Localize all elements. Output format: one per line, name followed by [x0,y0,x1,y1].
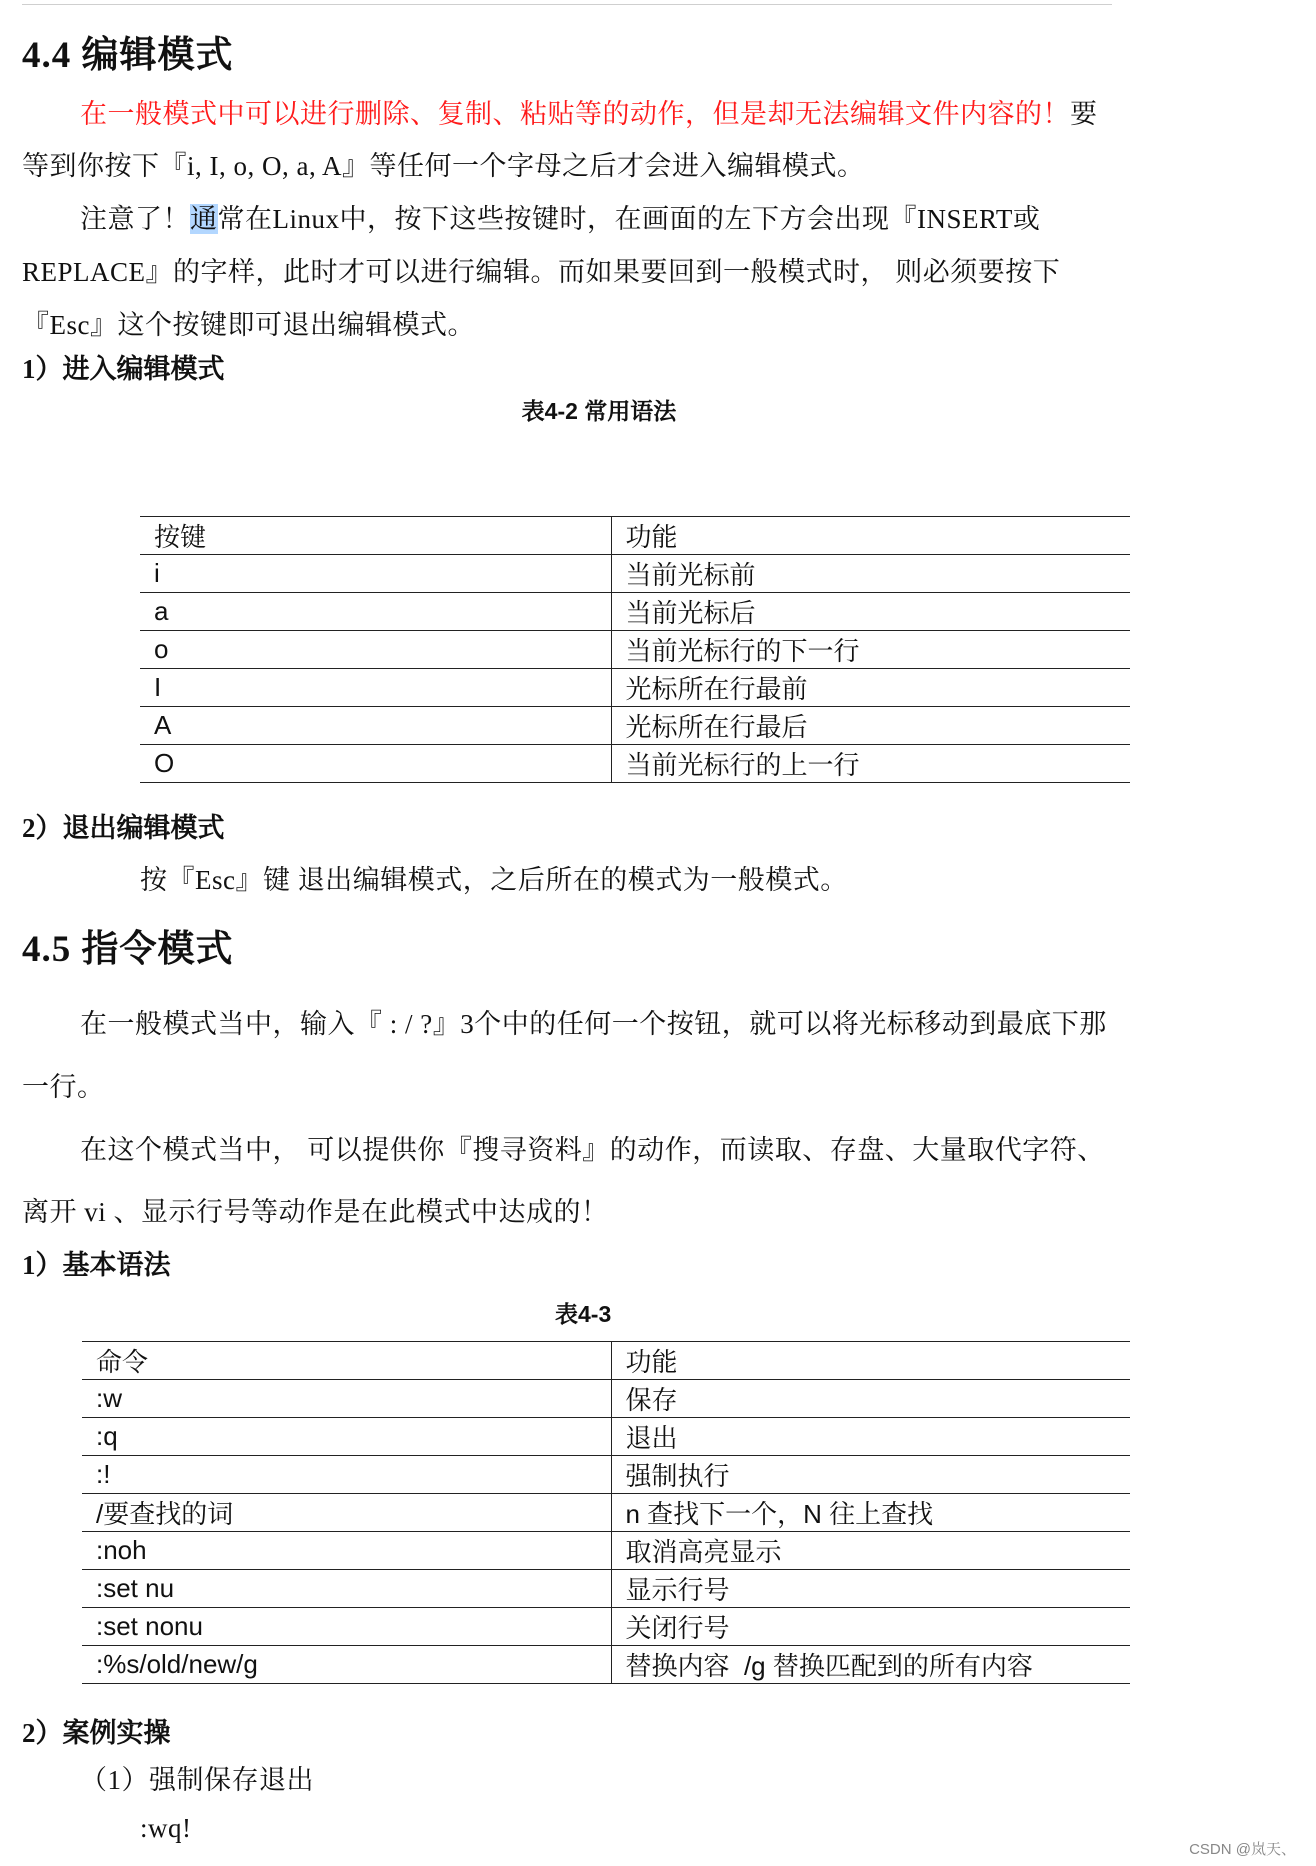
subheading-exit-edit-mode: 2）退出编辑模式 [22,813,225,843]
table-cell-function: 替换内容 /g 替换匹配到的所有内容 [611,1646,1130,1684]
table-row [82,1646,1130,1684]
table-row [82,1532,1130,1570]
table-row [140,707,1130,745]
case-command: :wq! [140,1813,192,1843]
text-selection[interactable]: 通 [190,204,218,234]
paragraph-edit-mode-intro-line1 [80,92,1098,131]
table-row [140,555,1130,593]
table-row [82,1380,1130,1418]
paragraph-edit-mode-intro-line2: 等到你按下『i, I, o, O, a, A』等任何一个字母之后才会进入编辑模式。 [22,151,865,181]
paragraph-notice-line3: 『Esc』这个按键即可退出编辑模式。 [22,310,475,340]
table-header-cell: 功能 [611,517,1130,555]
table-row [82,1494,1130,1532]
caption-text: 表4-2 常用语法 [521,398,677,424]
table-cell-function: 显示行号 [611,1570,1130,1608]
table-cell-command: :%s/old/new/g [82,1646,611,1684]
section-heading-4-5: 4.5 指令模式 [22,929,234,970]
table-cell-function: 光标所在行最后 [611,707,1130,745]
table-cell-key: I [140,669,611,707]
table-cell-function: 退出 [611,1418,1130,1456]
paragraph-command-mode-line3: 在这个模式当中， 可以提供你『搜寻资料』的动作，而读取、存盘、大量取代字符、 [80,1135,1105,1165]
table-row [140,593,1130,631]
table-cell-function: 当前光标前 [611,555,1130,593]
table-cell-function: 当前光标行的下一行 [611,631,1130,669]
table-cell-command: :q [82,1418,611,1456]
table-cell-function: 强制执行 [611,1456,1130,1494]
highlight-red-text: 在一般模式中可以进行删除、复制、粘贴等的动作，但是却无法编辑文件内容的！ [80,99,1070,129]
table-header-row [140,517,1130,555]
table-cell-function: 保存 [611,1380,1130,1418]
table-cell-key: o [140,631,611,669]
csdn-watermark: CSDN @岚天、 [1189,1841,1296,1858]
table-cell-function: n 查找下一个，N 往上查找 [611,1494,1130,1532]
table-row [82,1456,1130,1494]
table-row [140,631,1130,669]
table-caption-4-2 [0,393,1316,426]
paragraph-notice-line1 [80,197,1040,236]
section-heading-4-4: 4.4 编辑模式 [22,35,234,76]
table-cell-key: i [140,555,611,593]
table-cell-function: 关闭行号 [611,1608,1130,1646]
table-cell-function: 当前光标行的上一行 [611,745,1130,783]
table-header-cell: 功能 [611,1342,1130,1380]
table-cell-command: :noh [82,1532,611,1570]
paragraph-command-mode-line4: 离开 vi 、显示行号等动作是在此模式中达成的！ [22,1197,609,1227]
table-header-row [82,1342,1130,1380]
text-fragment: 要 [1070,99,1098,129]
table-cell-command: :w [82,1380,611,1418]
table-4-2 [140,516,1130,783]
subheading-enter-edit-mode: 1）进入编辑模式 [22,354,225,384]
table-cell-command: :set nonu [82,1608,611,1646]
text-fragment: 常在Linux中，按下这些按键时，在画面的左下方会出现『INSERT或 [217,204,1041,234]
paragraph-command-mode-line2: 一行。 [22,1072,105,1102]
table-cell-command: :! [82,1456,611,1494]
table-4-3 [82,1341,1130,1684]
table-header-cell: 命令 [82,1342,611,1380]
subheading-basic-syntax: 1）基本语法 [22,1250,171,1280]
table-row [140,669,1130,707]
table-cell-key: O [140,745,611,783]
paragraph-notice-line2: REPLACE』的字样，此时才可以进行编辑。而如果要回到一般模式时， 则必须要按下 [22,257,1061,287]
table-row [82,1608,1130,1646]
table-cell-key: A [140,707,611,745]
table-cell-command: /要查找的词 [82,1494,611,1532]
table-cell-function: 当前光标后 [611,593,1130,631]
table-header-cell: 按键 [140,517,611,555]
table-row [82,1570,1130,1608]
table-cell-function: 光标所在行最前 [611,669,1130,707]
text-fragment: 注意了！ [80,204,190,234]
table-row [140,745,1130,783]
paragraph-exit-edit-mode: 按『Esc』键 退出编辑模式，之后所在的模式为一般模式。 [140,865,848,895]
table-cell-key: a [140,593,611,631]
paragraph-command-mode-line1: 在一般模式当中，输入『 : / ?』3个中的任何一个按钮，就可以将光标移动到最底下那 [80,1009,1107,1039]
case-item-force-save-quit: （1）强制保存退出 [80,1765,314,1795]
table-cell-function: 取消高亮显示 [611,1532,1130,1570]
table-row [82,1418,1130,1456]
subheading-case-practice: 2）案例实操 [22,1718,171,1748]
table-cell-command: :set nu [82,1570,611,1608]
top-rule [22,4,1112,5]
table-caption-4-3: 表4-3 [555,1301,612,1327]
